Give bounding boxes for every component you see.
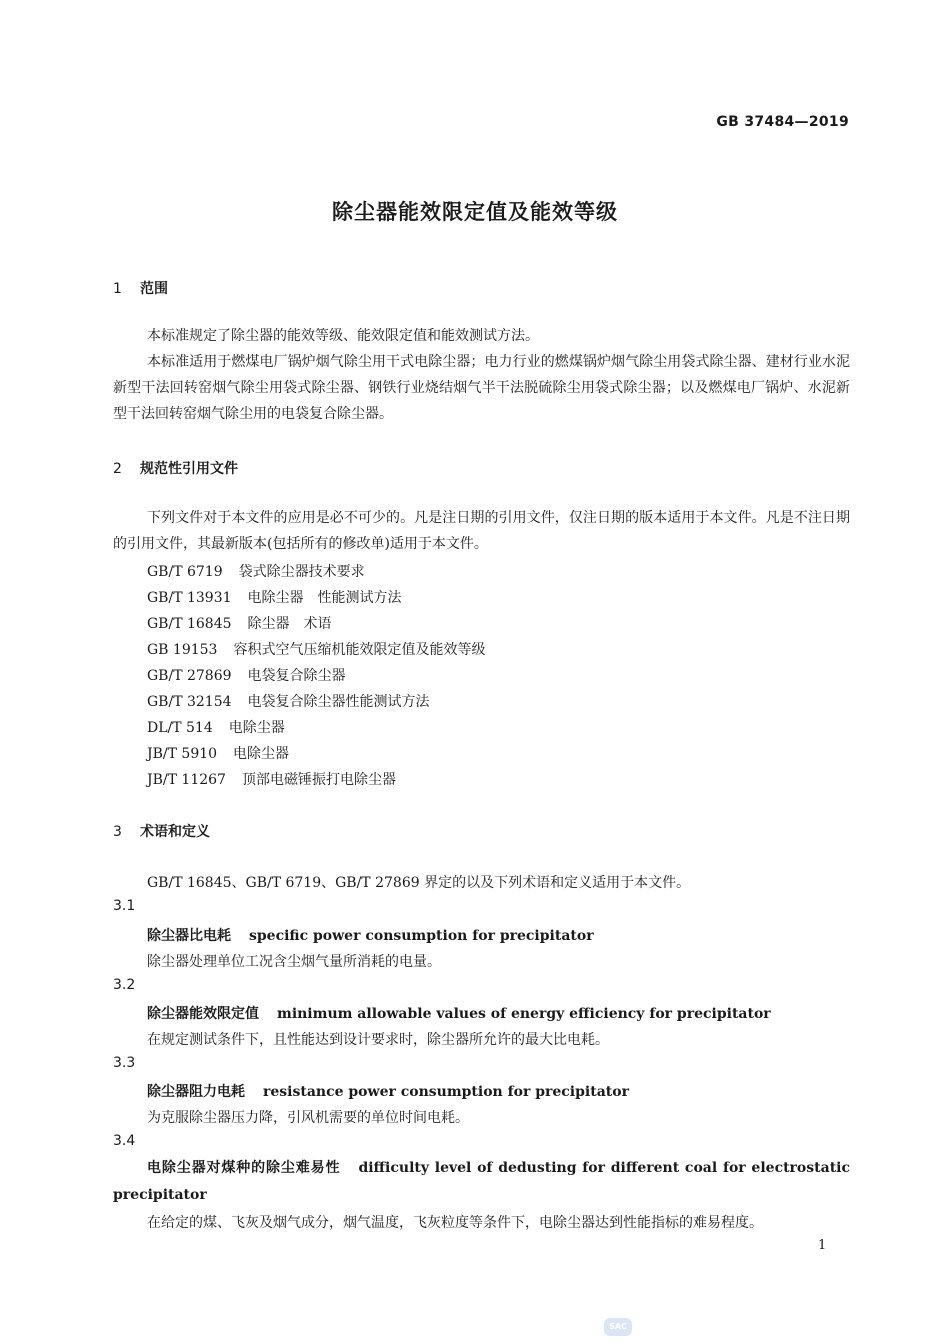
term-english: resistance power consumption for precipitator [263, 1084, 629, 1100]
reference-title: 容积式空气压缩机能效限定值及能效等级 [233, 642, 486, 658]
reference-code: JB/T 11267 [147, 772, 226, 788]
standard-code: GB 37484—2019 [716, 114, 849, 130]
document-title: 除尘器能效限定值及能效等级 [332, 200, 618, 224]
term-english: minimum allowable values of energy efficiency for precipitator [277, 1006, 771, 1022]
term-chinese: 除尘器比电耗 [147, 928, 231, 944]
section-title: 规范性引用文件 [140, 461, 238, 477]
reference-item [147, 639, 485, 659]
reference-code: GB/T 32154 [147, 694, 232, 710]
reference-code: GB 19153 [147, 642, 218, 658]
reference-title: 电袋复合除尘器 [247, 668, 346, 684]
section-title: 范围 [140, 281, 168, 297]
reference-title: 电除尘器 性能测试方法 [247, 590, 402, 606]
term-definition: 除尘器处理单位工况含尘烟气量所消耗的电量。 [147, 954, 441, 970]
section-number: 3 [113, 824, 122, 840]
watermark-logo: SAC [604, 1318, 632, 1336]
term-definition: 在规定测试条件下，且性能达到设计要求时，除尘器所允许的最大比电耗。 [147, 1032, 609, 1048]
reference-code: GB/T 13931 [147, 590, 232, 606]
reference-item [147, 561, 365, 581]
normative-intro: 下列文件对于本文件的应用是必不可少的。凡是注日期的引用文件，仅注日期的版本适用于本文件。凡是不注日期的引用文件，其最新版本(包括所有的修改单)适用于本文件。 [113, 510, 850, 552]
term-chinese: 电除尘器对煤种的除尘难易性 [147, 1160, 341, 1176]
reference-item [147, 613, 332, 633]
reference-code: GB/T 16845 [147, 616, 232, 632]
reference-code: JB/T 5910 [147, 746, 218, 762]
scope-paragraph-1: 本标准规定了除尘器的能效等级、能效限定值和能效测试方法。 [147, 328, 539, 344]
reference-item [147, 717, 285, 737]
section-heading-scope [113, 278, 168, 298]
section-heading-terms [113, 821, 210, 841]
clause-number: 3.4 [113, 1133, 136, 1149]
reference-code: GB/T 27869 [147, 668, 232, 684]
reference-item [147, 665, 346, 685]
reference-title: 顶部电磁锤振打电除尘器 [241, 772, 396, 788]
scope-paragraph-2: 本标准适用于燃煤电厂锅炉烟气除尘用干式电除尘器；电力行业的燃煤锅炉烟气除尘用袋式除尘器、建材行业水泥新型干法回转窑烟气除尘用袋式除尘器、钢铁行业烧结烟气半干法脱硫除尘用袋式除尘器；以及燃煤电厂锅炉、水泥新型干法回转窑烟气除尘用的电袋复合除尘器。 [113, 354, 850, 422]
reference-item [147, 743, 289, 763]
term-chinese: 除尘器能效限定值 [147, 1006, 259, 1022]
page-number: 1 [818, 1238, 827, 1253]
term-definition: 为克服除尘器压力降，引风机需要的单位时间电耗。 [147, 1110, 469, 1126]
clause-number: 3.1 [113, 898, 136, 914]
reference-title: 电袋复合除尘器性能测试方法 [247, 694, 430, 710]
reference-title: 袋式除尘器技术要求 [238, 564, 365, 580]
reference-code: DL/T 514 [147, 720, 213, 736]
clause-number: 3.2 [113, 977, 136, 993]
reference-title: 除尘器 术语 [247, 616, 332, 632]
section-number: 2 [113, 461, 122, 477]
reference-item [147, 769, 396, 789]
reference-item [147, 691, 430, 711]
term-heading [147, 1003, 771, 1023]
reference-code: GB/T 6719 [147, 564, 223, 580]
term-definition: 在给定的煤、飞灰及烟气成分，烟气温度，飞灰粒度等条件下，电除尘器达到性能指标的难易程度。 [147, 1215, 763, 1231]
reference-item [147, 587, 402, 607]
clause-number: 3.3 [113, 1055, 136, 1071]
term-heading [147, 925, 594, 945]
section-heading-normative-references [113, 458, 238, 478]
reference-title: 电除尘器 [233, 746, 290, 762]
term-english: specific power consumption for precipitator [249, 928, 594, 944]
section-title: 术语和定义 [140, 824, 210, 840]
section-number: 1 [113, 281, 122, 297]
term-heading [147, 1081, 629, 1101]
term-chinese: 除尘器阻力电耗 [147, 1084, 245, 1100]
term-heading [113, 1155, 850, 1209]
terms-intro: GB/T 16845、GB/T 6719、GB/T 27869 界定的以及下列术语和定义适用于本文件。 [147, 875, 691, 891]
term-english: difficulty level of dedusting for different coal for electrostatic precipitator [113, 1160, 850, 1203]
reference-title: 电除尘器 [228, 720, 285, 736]
